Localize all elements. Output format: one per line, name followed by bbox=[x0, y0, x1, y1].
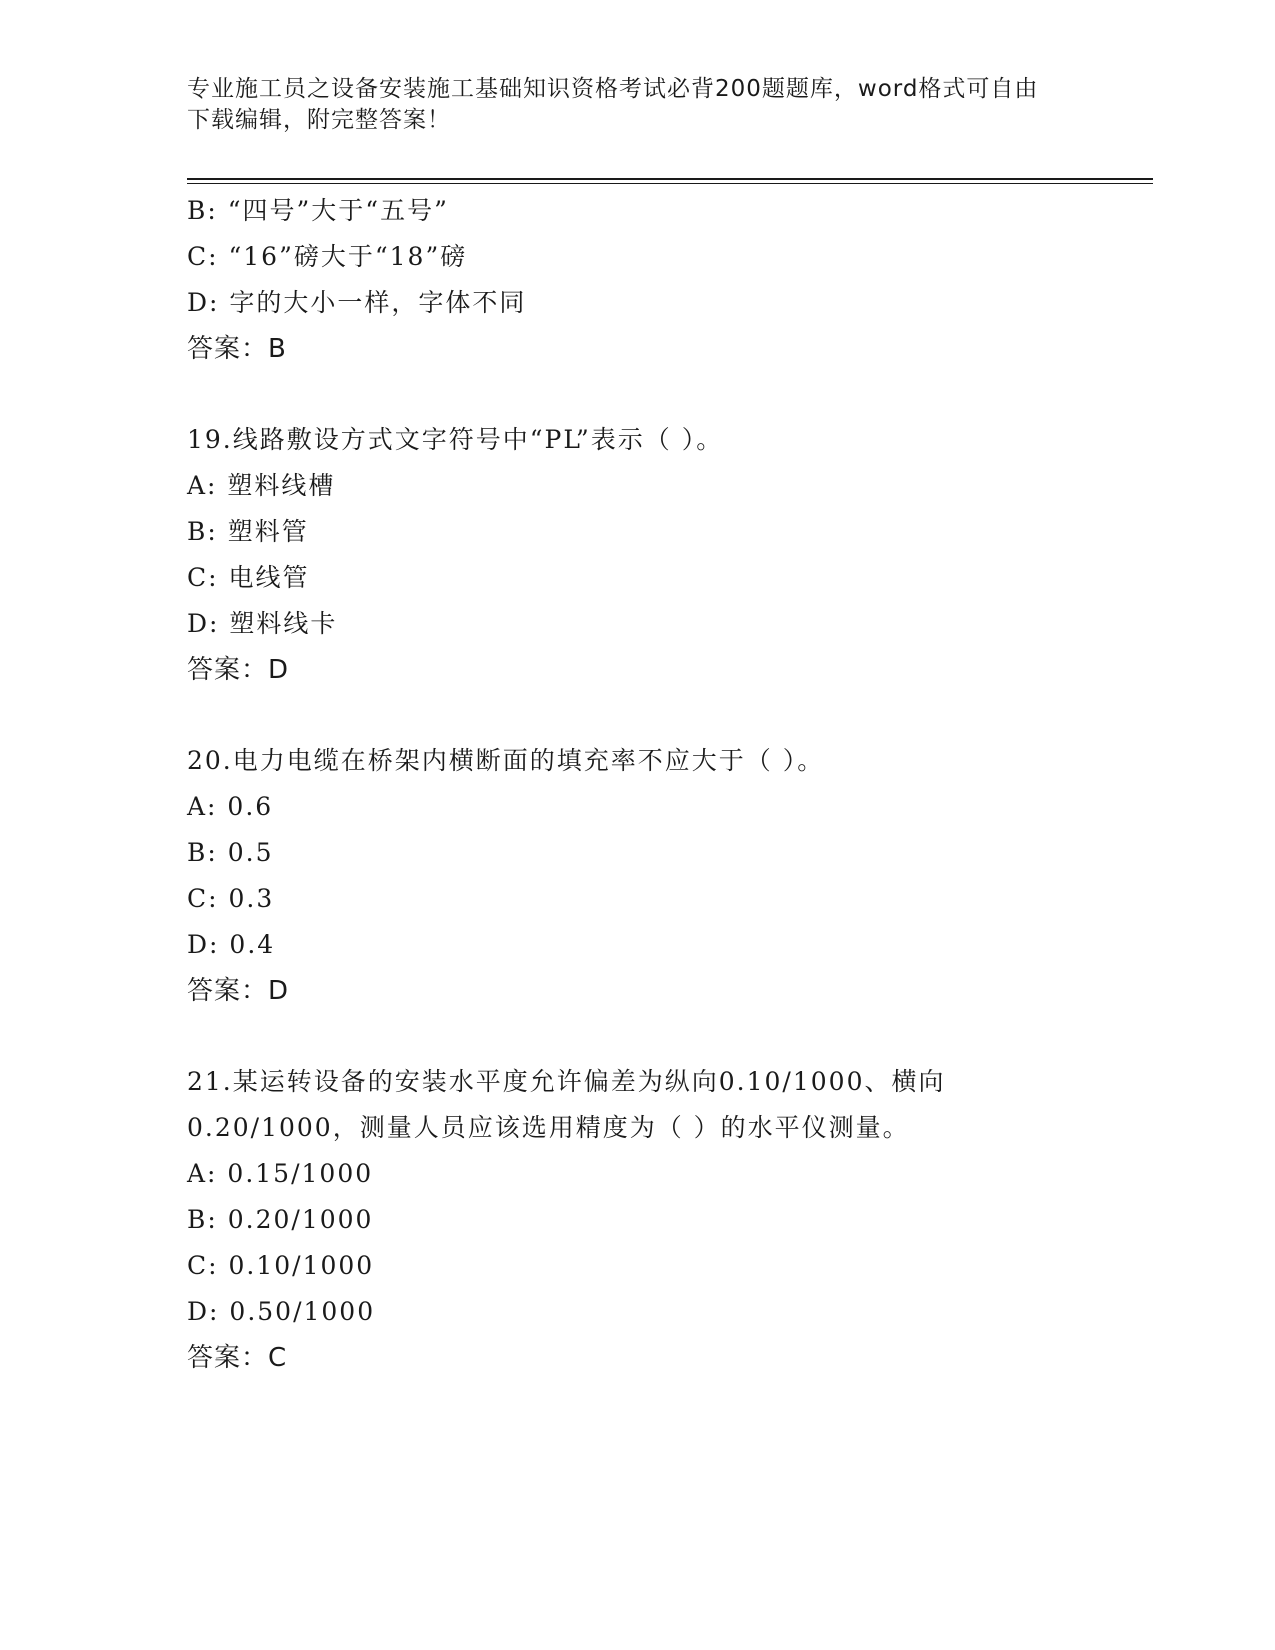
question-stem: 19.线路敷设方式文字符号中“PL”表示（ ）。 bbox=[187, 425, 724, 454]
question-stem: 20.电力电缆在桥架内横断面的填充率不应大于（ ）。 bbox=[187, 746, 825, 775]
question-spacer bbox=[187, 372, 1087, 417]
question-list bbox=[187, 188, 1087, 1381]
answer-line: 答案：B bbox=[187, 334, 287, 364]
answer-line: 答案：D bbox=[187, 655, 290, 685]
header-divider-thin bbox=[187, 183, 1153, 184]
option-b: B: 0.20/1000 bbox=[187, 1205, 374, 1234]
header-divider-thick bbox=[187, 178, 1153, 180]
question-21 bbox=[187, 1059, 1087, 1381]
option-c: C: 电线管 bbox=[187, 563, 310, 592]
question-20 bbox=[187, 738, 1087, 1014]
answer-line: 答案：D bbox=[187, 976, 290, 1006]
question-spacer bbox=[187, 1014, 1087, 1059]
option-b: B: 0.5 bbox=[187, 838, 274, 867]
option-d: D: 字的大小一样，字体不同 bbox=[187, 288, 527, 317]
option-b: B: “四号”大于“五号” bbox=[187, 196, 449, 225]
answer-line: 答案：C bbox=[187, 1343, 288, 1373]
header-line-1: 专业施工员之设备安装施工基础知识资格考试必背200题题库，word格式可自由 bbox=[187, 76, 1039, 102]
option-c: C: 0.10/1000 bbox=[187, 1251, 375, 1280]
option-a: A: 塑料线槽 bbox=[187, 471, 336, 500]
question-spacer bbox=[187, 693, 1087, 738]
header-line-2: 下载编辑，附完整答案！ bbox=[187, 107, 451, 133]
option-d: D: 塑料线卡 bbox=[187, 609, 338, 638]
question-18-continued bbox=[187, 188, 1087, 372]
option-c: C: 0.3 bbox=[187, 884, 275, 913]
option-d: D: 0.50/1000 bbox=[187, 1297, 376, 1326]
option-b: B: 塑料管 bbox=[187, 517, 309, 546]
option-c: C: “16”磅大于“18”磅 bbox=[187, 242, 468, 271]
option-d: D: 0.4 bbox=[187, 930, 276, 959]
option-a: A: 0.6 bbox=[187, 792, 274, 821]
document-header bbox=[187, 74, 1067, 136]
question-stem-line-2: 0.20/1000，测量人员应该选用精度为（ ）的水平仪测量。 bbox=[187, 1113, 910, 1142]
question-stem-line-1: 21.某运转设备的安装水平度允许偏差为纵向0.10/1000、横向 bbox=[187, 1067, 946, 1096]
question-19 bbox=[187, 417, 1087, 693]
option-a: A: 0.15/1000 bbox=[187, 1159, 374, 1188]
